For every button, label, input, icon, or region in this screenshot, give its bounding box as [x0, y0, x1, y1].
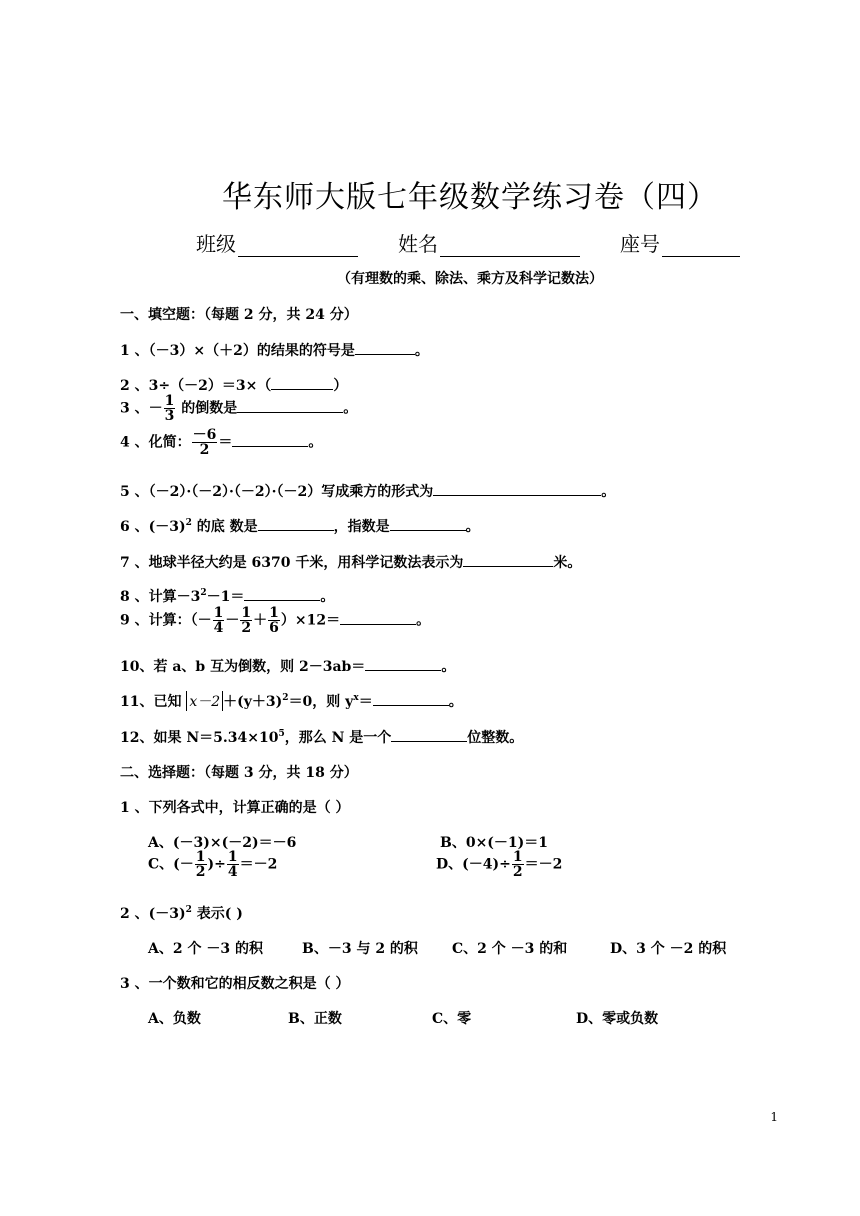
mc2-option-d: D、3 个 －2 的积: [610, 941, 727, 957]
q11-text3: ＝0，则 y: [288, 694, 354, 710]
mc1-option-a: A、(－3)×(－2)＝－6: [148, 835, 297, 851]
q11-blank: [373, 691, 449, 706]
question-12: [120, 727, 523, 747]
mc1-option-b: B、0×(－1)＝1: [440, 835, 549, 851]
mc1-d-numerator: 1: [512, 849, 523, 865]
mc3-option-d: D、零或负数: [576, 1011, 659, 1027]
mc1-c-fraction-1: [195, 850, 207, 879]
page-number: 1: [770, 1110, 778, 1124]
q7-end: 米。: [553, 555, 582, 571]
q9-f3-numerator: 1: [269, 605, 279, 621]
mc1-c-divide: )÷: [207, 856, 226, 873]
mc-question-3: 3 、一个数和它的相反数之积是（ ）: [120, 976, 350, 992]
q6-blank-base: [258, 516, 334, 531]
q1-text: 1 、（－3）×（＋2）的结果的符号是: [120, 343, 355, 359]
q9-f1-denominator: 4: [213, 620, 224, 636]
q3-fraction: [164, 394, 176, 423]
name-field: [398, 228, 580, 257]
mc3-option-b: B、正数: [288, 1011, 342, 1027]
class-label: 班级: [196, 232, 236, 256]
q4-end: 。: [308, 434, 323, 451]
mc2-text: 2 、(－3): [120, 906, 186, 922]
question-11: [120, 691, 463, 711]
q9-fraction-3: [268, 606, 280, 635]
q4-equals: ＝: [218, 434, 233, 451]
mc1-d-denominator: 2: [512, 864, 523, 880]
q6-blank-exponent: [390, 516, 466, 531]
mc2-option-a: A、2 个 －3 的积: [148, 941, 263, 957]
q9-minus: －: [225, 612, 240, 629]
seat-blank: [662, 236, 740, 257]
q1-blank: [355, 340, 415, 355]
mc1-c-result: ＝－2: [239, 856, 278, 873]
mc-question-1: 1 、下列各式中，计算正确的是（ ）: [120, 800, 350, 816]
q2-end: ）: [333, 378, 348, 394]
q1-end: 。: [414, 343, 429, 359]
q11-text: 11、已知: [120, 694, 187, 710]
q10-blank: [365, 656, 441, 671]
page-title: 华东师大版七年级数学练习卷（四）: [222, 180, 718, 215]
mc1-d-result: ＝－2: [524, 856, 563, 873]
seat-field: [620, 228, 740, 257]
q9-text: 9 、计算：（－: [120, 612, 212, 629]
q4-numerator: －6: [192, 427, 217, 443]
question-4: [120, 428, 322, 457]
mc1-c-f1-denominator: 2: [195, 864, 206, 880]
q2-blank: [271, 375, 333, 390]
mc3-option-a: A、负数: [148, 1011, 201, 1027]
mc1-option-c: [148, 850, 277, 879]
q9-end: 。: [416, 612, 431, 629]
mc2-option-c: C、2 个 －3 的和: [452, 941, 568, 957]
q8-text: 8 、计算－3: [120, 589, 201, 605]
question-10: [120, 656, 455, 676]
q12-text2: ，那么 N 是一个: [284, 730, 392, 746]
question-6: [120, 516, 480, 536]
question-8: [120, 586, 334, 606]
q7-blank: [463, 552, 553, 567]
q6-text2: 的底 数是: [191, 519, 258, 535]
q9-f2-numerator: 1: [241, 605, 252, 621]
question-1: [120, 340, 429, 360]
q8-text2: －1＝: [206, 589, 245, 605]
q3-end: 。: [343, 400, 358, 417]
subtitle: （有理数的乘、除法、乘方及科学记数法）: [337, 271, 603, 287]
q6-text: 6 、(－3): [120, 519, 186, 535]
q10-text: 10、若 a、b 互为倒数，则 2－3ab＝: [120, 659, 366, 675]
q8-blank: [244, 586, 320, 601]
q10-end: 。: [441, 659, 456, 675]
q9-f3-denominator: 6: [269, 620, 279, 636]
question-3: [120, 394, 357, 423]
q5-blank: [433, 481, 601, 496]
q5-text: 5 、（－2）·（－2）·（－2）·（－2）写成乘方的形式为: [120, 484, 434, 500]
mc2-text2: 表示( ): [191, 906, 243, 922]
q6-text3: ，指数是: [333, 519, 390, 535]
q4-text: 4 、化简：: [120, 434, 191, 451]
mc2-exponent: 2: [185, 905, 192, 915]
mc-question-2: [120, 903, 243, 923]
q9-fraction-2: [240, 606, 252, 635]
q9-f2-denominator: 2: [241, 620, 252, 636]
q12-end: 位整数。: [467, 730, 524, 746]
q11-end: 。: [448, 694, 463, 710]
mc1-c-f1-numerator: 1: [195, 849, 206, 865]
q6-end: 。: [465, 519, 480, 535]
seat-label: 座号: [620, 232, 660, 256]
q3-blank: [237, 398, 343, 413]
q3-text: 3 、－: [120, 400, 163, 417]
q12-blank: [391, 727, 467, 742]
q12-text: 12、如果 N＝5.34×10: [120, 730, 279, 746]
q4-blank: [232, 432, 308, 447]
q3-text2: 的倒数是: [176, 400, 238, 417]
q8-exponent: 2: [200, 588, 207, 598]
q11-equals: ＝: [358, 694, 373, 710]
q9-fraction-1: [213, 606, 225, 635]
q5-end: 。: [601, 484, 616, 500]
question-5: [120, 481, 615, 501]
q6-exponent: 2: [185, 518, 192, 528]
question-7: [120, 552, 581, 572]
mc3-option-c: C、零: [432, 1011, 472, 1027]
q2-text: 2 、3÷（－2）＝3×（: [120, 378, 272, 394]
q8-end: 。: [320, 589, 335, 605]
mc1-c-f2-numerator: 1: [227, 849, 238, 865]
mc1-c-text: C、(－: [148, 856, 194, 873]
name-blank: [440, 236, 580, 257]
q11-text2: ＋(y＋3): [223, 694, 283, 710]
mc1-c-f2-denominator: 4: [227, 864, 238, 880]
question-2: [120, 375, 347, 395]
mc1-c-fraction-2: [227, 850, 239, 879]
q3-denominator: 3: [164, 408, 175, 424]
q11-absolute-value: x－2: [186, 691, 223, 711]
section2-heading: 二、选择题：（每题 3 分，共 18 分）: [120, 765, 358, 781]
name-label: 姓名: [398, 232, 438, 256]
q9-plus: ＋: [253, 612, 268, 629]
class-blank: [238, 236, 358, 257]
q4-fraction: [192, 428, 218, 457]
q11-exponent: 2: [282, 693, 289, 703]
q9-blank: [340, 610, 416, 625]
mc1-d-text: D、(－4)÷: [436, 856, 511, 873]
q4-denominator: 2: [199, 442, 210, 458]
q9-text2: ）×12＝: [280, 612, 341, 629]
mc1-option-d: [436, 850, 562, 879]
question-9: [120, 606, 430, 635]
mc1-d-fraction: [512, 850, 524, 879]
mc2-option-b: B、－3 与 2 的积: [302, 941, 418, 957]
class-field: [196, 228, 358, 257]
q3-numerator: 1: [164, 393, 175, 409]
q11-exponent-x: x: [353, 693, 359, 703]
q12-exponent: 5: [278, 729, 285, 739]
q9-f1-numerator: 1: [213, 605, 224, 621]
q7-text: 7 、地球半径大约是 6370 千米，用科学记数法表示为: [120, 555, 464, 571]
section1-heading: 一、填空题：（每题 2 分，共 24 分）: [120, 307, 358, 323]
